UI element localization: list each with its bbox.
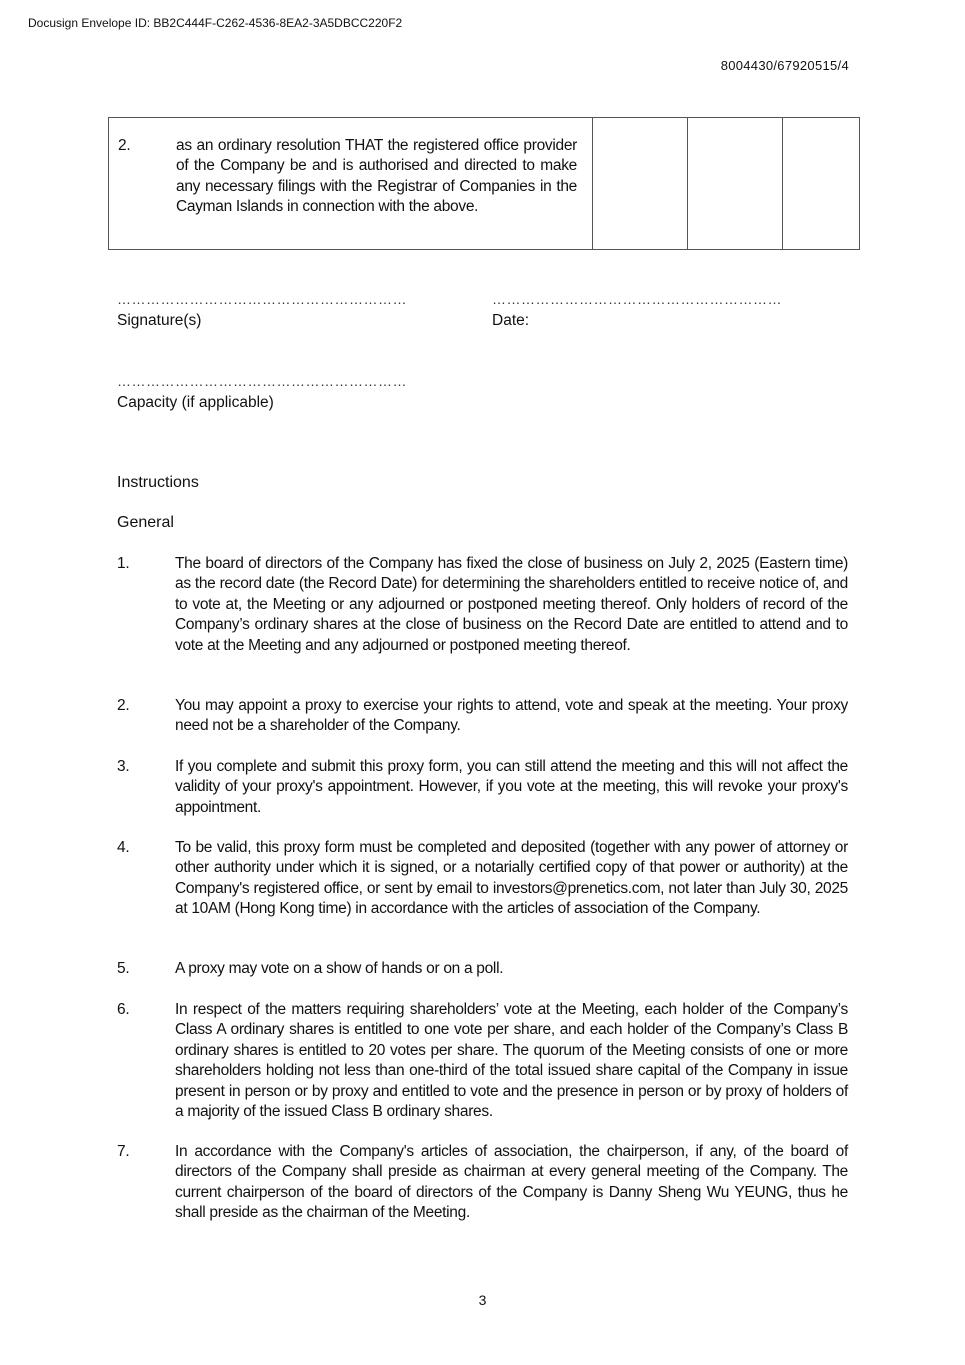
table-row: [109, 118, 860, 250]
vote-for-cell[interactable]: [593, 118, 688, 250]
item-text: To be valid, this proxy form must be completed and deposited (together with any power of attorney or other authority under which it is signed, or a notarially certified copy of that power or authority) at the Company's registered office, or sent by email to investors@prenetics.com, not later than July 30, 2025 at 10AM (Hong Kong time) in accordance with the articles of association of the Company.: [175, 839, 848, 918]
date-label: Date:: [492, 312, 530, 329]
resolution-cell: [109, 118, 593, 250]
vote-against-cell[interactable]: [688, 118, 783, 250]
item-number: 6.: [117, 1001, 130, 1018]
item-number: 4.: [117, 839, 130, 856]
instruction-item: [117, 1142, 848, 1224]
item-text: The board of directors of the Company has fixed the close of business on July 2, 2025 (Eastern time) as the record date (the Record Date) for determining the shareholders entitled to receive notice of, and to vote at, the Meeting or any adjourned or postponed meeting thereof. Only holders of record of the Company’s ordinary shares at the close of business on the Record Date are entitled to attend and to vote at the Meeting and any adjourned or postponed meeting thereof.: [175, 555, 848, 654]
capacity-line[interactable]: ……………………………………………………: [117, 373, 407, 389]
resolution-number: 2.: [118, 137, 131, 154]
docusign-envelope-id: Docusign Envelope ID: BB2C444F-C262-4536-8EA2-3A5DBCC220F2: [28, 16, 403, 30]
item-number: 1.: [117, 555, 130, 572]
vote-abstain-cell[interactable]: [783, 118, 860, 250]
instruction-item: [117, 757, 848, 818]
instruction-item: [117, 696, 848, 737]
item-number: 5.: [117, 960, 130, 977]
instruction-item: [117, 1000, 848, 1122]
resolution-text: as an ordinary resolution THAT the registered office provider of the Company be and is authorised and directed to make any necessary filings with the Registrar of Companies in the Cayman Islands in connection with the above.: [176, 137, 577, 216]
page-number: 3: [478, 1292, 487, 1308]
instruction-item: [117, 838, 848, 920]
document-reference: 8004430/67920515/4: [720, 58, 849, 73]
item-number: 7.: [117, 1143, 130, 1160]
item-number: 3.: [117, 758, 130, 775]
signature-line[interactable]: ……………………………………………………: [117, 291, 407, 307]
instruction-item: [117, 959, 848, 979]
item-text: In accordance with the Company's articles of association, the chairperson, if any, of the board of directors of the Company shall preside as chairman at every general meeting of the Company. The current chairperson of the board of directors of the Company is Danny Sheng Wu YEUNG, thus he shall preside as the chairman of the Meeting.: [175, 1143, 848, 1222]
instruction-item: [117, 554, 848, 656]
item-text: A proxy may vote on a show of hands or on a poll.: [175, 960, 504, 977]
item-text: In respect of the matters requiring shareholders’ vote at the Meeting, each holder of the Company’s Class A ordinary shares is entitled to one vote per share, and each holder of the Company’s Class B ordinary shares is entitled to 20 votes per share. The quorum of the Meeting consists of one or more shareholders holding not less than one-third of the total issued share capital of the Company in issue present in person or by proxy and entitled to vote and the presence in person or by proxy of holders of a majority of the issued Class B ordinary shares.: [175, 1001, 848, 1121]
resolution-table: [108, 117, 860, 250]
instructions-heading: Instructions: [117, 474, 199, 491]
general-heading: General: [117, 514, 174, 531]
item-text: You may appoint a proxy to exercise your rights to attend, vote and speak at the meeting. Your proxy need not be a shareholder of the Company.: [175, 697, 848, 735]
item-text: If you complete and submit this proxy form, you can still attend the meeting and this will not affect the validity of your proxy's appointment. However, if you vote at the meeting, this will revoke your proxy's appointment.: [175, 758, 848, 816]
signature-label: Signature(s): [117, 312, 202, 329]
capacity-label: Capacity (if applicable): [117, 394, 274, 411]
item-number: 2.: [117, 697, 130, 714]
date-line[interactable]: ……………………………………………………: [492, 291, 782, 307]
